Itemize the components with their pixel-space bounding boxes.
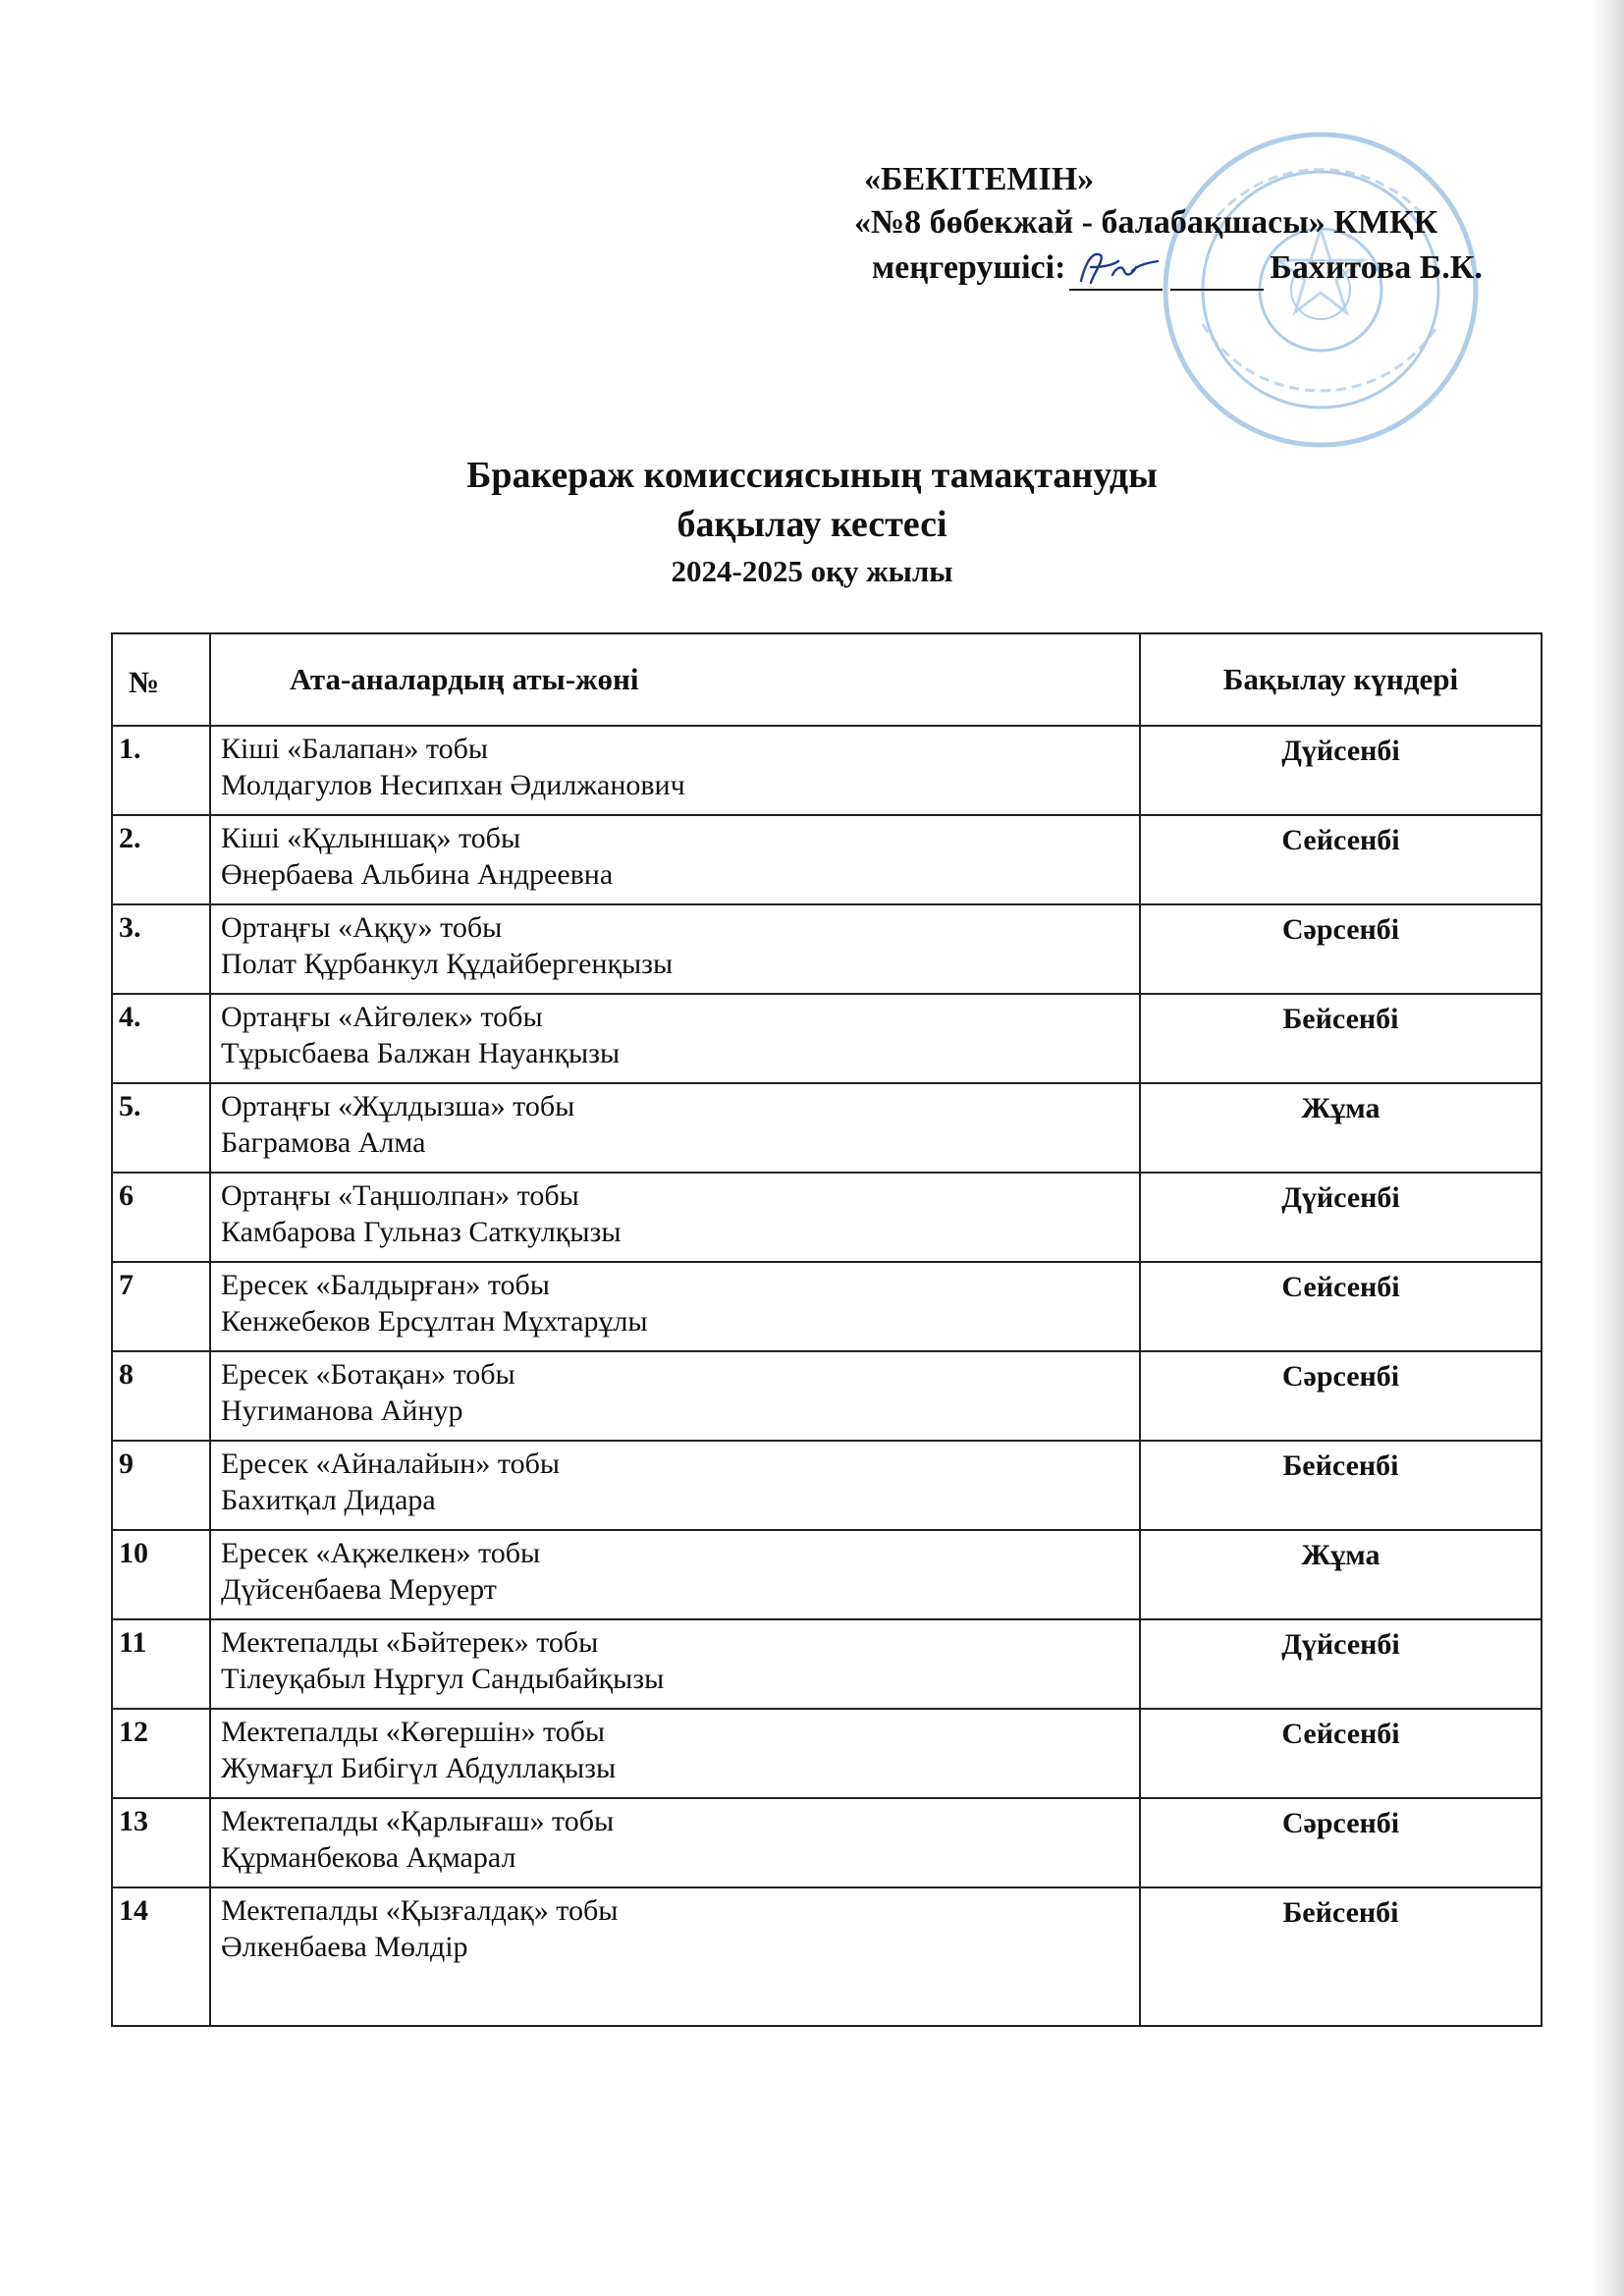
row-group-and-parent: [210, 1887, 1140, 2026]
row-number: 6: [112, 1173, 210, 1262]
row-group-and-parent: [210, 1262, 1140, 1351]
control-day: Бейсенбі: [1140, 1887, 1542, 2026]
row-number: 10: [112, 1530, 210, 1619]
group-name: Ересек «Ақжелкен» тобы: [221, 1537, 541, 1569]
table-body: [112, 726, 1542, 2026]
row-number: 4.: [112, 994, 210, 1083]
row-group-and-parent: [210, 726, 1140, 815]
control-day: Сейсенбі: [1140, 815, 1542, 904]
header-number: №: [112, 633, 210, 726]
parent-name: Тілеуқабыл Нұргул Сандыбайқызы: [221, 1663, 665, 1695]
group-name: Ересек «Ботақан» тобы: [221, 1358, 515, 1391]
header-control-days: Бақылау күндері: [1140, 633, 1542, 726]
table-row: [112, 1709, 1542, 1798]
row-number: 1.: [112, 726, 210, 815]
control-day: Сәрсенбі: [1140, 904, 1542, 994]
row-number: 8: [112, 1351, 210, 1441]
row-group-and-parent: [210, 1173, 1140, 1262]
row-number: 9: [112, 1441, 210, 1530]
control-day: Дүйсенбі: [1140, 1619, 1542, 1709]
group-name: Ересек «Айналайын» тобы: [221, 1448, 560, 1480]
row-group-and-parent: [210, 1619, 1140, 1709]
table-row: [112, 1530, 1542, 1619]
parent-name: Камбарова Гульназ Саткулқызы: [221, 1216, 622, 1248]
control-schedule-table: [111, 632, 1543, 2027]
document-title-line1: Бракераж комиссиясының тамақтануды: [466, 455, 1158, 496]
row-number: 3.: [112, 904, 210, 994]
group-name: Кіші «Құлыншақ» тобы: [221, 822, 521, 854]
table-row: [112, 904, 1542, 994]
row-number: 7: [112, 1262, 210, 1351]
row-number: 14: [112, 1887, 210, 2026]
parent-name: Тұрысбаева Балжан Науанқызы: [221, 1037, 621, 1069]
approval-heading: «БЕКІТЕМІН»: [864, 161, 1095, 197]
row-group-and-parent: [210, 1083, 1140, 1173]
table-row: [112, 1262, 1542, 1351]
control-day: Жұма: [1140, 1530, 1542, 1619]
parent-name: Молдагулов Несипхан Әдилжанович: [221, 769, 685, 801]
header-parent-name: Ата-аналардың аты-жөні: [210, 633, 1140, 726]
document-title-line2: бақылау кестесі: [677, 504, 947, 545]
parent-name: Баграмова Алма: [221, 1126, 426, 1159]
parent-name: Дүйсенбаева Меруерт: [221, 1573, 497, 1606]
row-group-and-parent: [210, 1709, 1140, 1798]
scan-page-edge: [1591, 0, 1624, 2296]
group-name: Мектепалды «Көгершін» тобы: [221, 1716, 606, 1748]
institution-name: «№8 бөбекжай - балабақшасы» КМҚК: [854, 204, 1438, 241]
table-row: [112, 726, 1542, 815]
table-row: [112, 1083, 1542, 1173]
director-line: [872, 246, 1483, 291]
row-number: 2.: [112, 815, 210, 904]
director-name: Бахитова Б.К.: [1270, 249, 1483, 286]
row-number: 13: [112, 1798, 210, 1887]
group-name: Ересек «Балдырған» тобы: [221, 1269, 550, 1301]
parent-name: Жумағұл Бибігүл Абдуллақызы: [221, 1752, 617, 1784]
group-name: Мектепалды «Қызғалдақ» тобы: [221, 1894, 619, 1927]
control-day: Сейсенбі: [1140, 1709, 1542, 1798]
table-row: [112, 1441, 1542, 1530]
parent-name: Құрманбекова Ақмарал: [221, 1841, 516, 1874]
group-name: Мектепалды «Қарлығаш» тобы: [221, 1805, 615, 1837]
signature-line-2: [1170, 259, 1264, 291]
row-group-and-parent: [210, 994, 1140, 1083]
director-label: меңгерушісі:: [872, 249, 1066, 286]
row-group-and-parent: [210, 1441, 1140, 1530]
control-day: Бейсенбі: [1140, 994, 1542, 1083]
table-row: [112, 994, 1542, 1083]
parent-name: Әлкенбаева Мөлдір: [221, 1931, 468, 1963]
row-group-and-parent: [210, 815, 1140, 904]
signature-line: [1069, 259, 1163, 291]
row-number: 5.: [112, 1083, 210, 1173]
academic-year: 2024-2025 оқу жылы: [671, 554, 953, 588]
row-number: 12: [112, 1709, 210, 1798]
table-row: [112, 1351, 1542, 1441]
group-name: Кіші «Балапан» тобы: [221, 733, 489, 765]
control-day: Дүйсенбі: [1140, 726, 1542, 815]
group-name: Ортаңғы «Аққу» тобы: [221, 911, 503, 944]
control-day: Сейсенбі: [1140, 1262, 1542, 1351]
table-header-row: [112, 633, 1542, 726]
control-day: Сәрсенбі: [1140, 1798, 1542, 1887]
table-row: [112, 1173, 1542, 1262]
control-day: Жұма: [1140, 1083, 1542, 1173]
table-row: [112, 1619, 1542, 1709]
parent-name: Нугиманова Айнур: [221, 1394, 463, 1427]
control-day: Бейсенбі: [1140, 1441, 1542, 1530]
parent-name: Полат Құрбанкул Құдайбергенқызы: [221, 948, 674, 980]
group-name: Мектепалды «Бәйтерек» тобы: [221, 1626, 599, 1659]
group-name: Ортаңғы «Айгөлек» тобы: [221, 1001, 543, 1033]
row-number: 11: [112, 1619, 210, 1709]
table-row: [112, 1798, 1542, 1887]
group-name: Ортаңғы «Жұлдызша» тобы: [221, 1090, 575, 1122]
control-day: Сәрсенбі: [1140, 1351, 1542, 1441]
row-group-and-parent: [210, 1530, 1140, 1619]
row-group-and-parent: [210, 1351, 1140, 1441]
parent-name: Өнербаева Альбина Андреевна: [221, 858, 614, 891]
table-row: [112, 1887, 1542, 2026]
group-name: Ортаңғы «Таңшолпан» тобы: [221, 1179, 579, 1212]
row-group-and-parent: [210, 1798, 1140, 1887]
control-day: Дүйсенбі: [1140, 1173, 1542, 1262]
table-row: [112, 815, 1542, 904]
parent-name: Кенжебеков Ерсұлтан Мұхтарұлы: [221, 1305, 648, 1338]
row-group-and-parent: [210, 904, 1140, 994]
parent-name: Бахитқал Дидара: [221, 1484, 436, 1516]
handwritten-signature-icon: [1073, 246, 1162, 291]
